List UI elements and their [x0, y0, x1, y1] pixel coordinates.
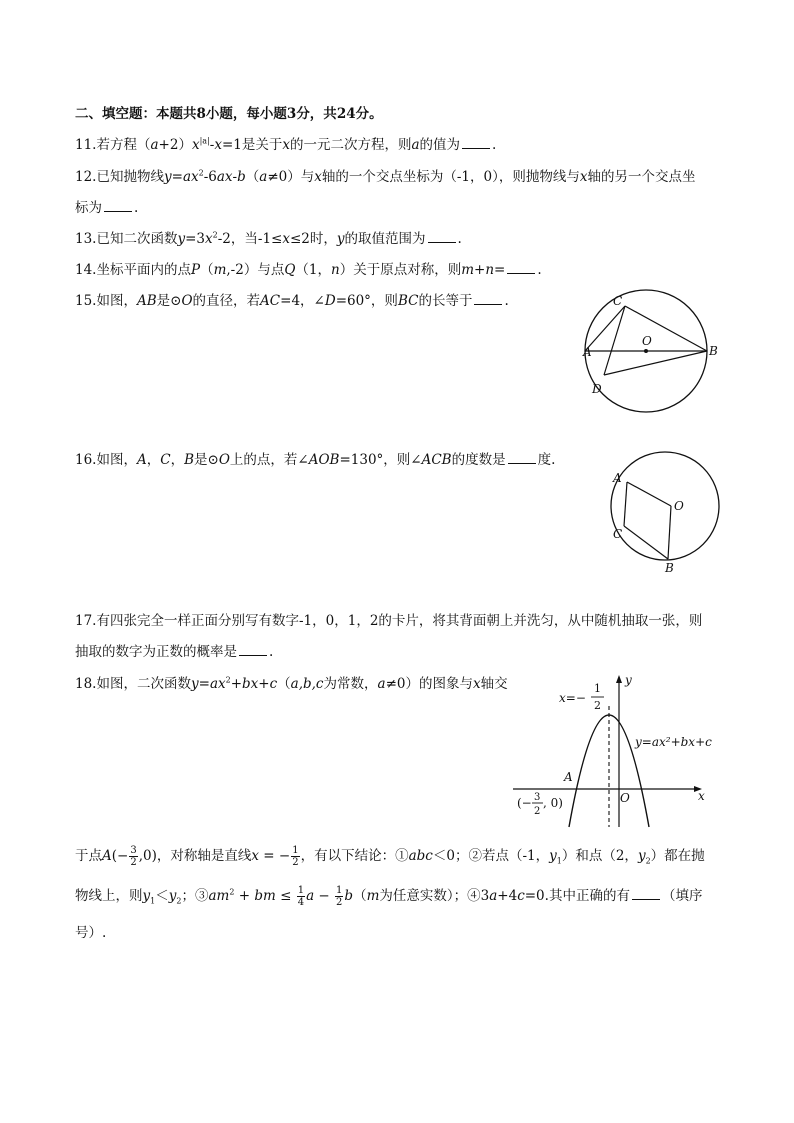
label-b: B: [665, 561, 674, 575]
question-17: 17.有四张完全一样正面分别写有数字-1，0，1，2的卡片，将其背面朝上并洗匀，从中随机抽取一张，则: [75, 613, 703, 629]
label-a: A: [583, 345, 592, 359]
label-a: A: [613, 471, 622, 485]
label-o: O: [642, 334, 652, 348]
answer-blank[interactable]: [462, 136, 490, 149]
section-header: 二、填空题：本题共8小题，每小题3分，共24分。: [75, 106, 383, 122]
answer-blank[interactable]: [474, 292, 502, 305]
point-a-coord-close: , 0): [543, 796, 563, 810]
question-11: 11.若方程$(a+2)x^{|a|}-x=1$是关于x的一元二次方程，则a的值为 .: [75, 136, 497, 153]
circle-o: [611, 452, 719, 560]
symmetry-label-prefix: x=−: [559, 691, 586, 705]
point-a-coord-den: 2: [534, 806, 541, 817]
figure-18-parabola-graph: [505, 672, 715, 832]
question-16: 16.如图，A，C，B是⊙O上的点，若∠AOB=130°，则∠ACB的度数是 度.: [75, 452, 556, 468]
answer-blank[interactable]: [428, 230, 456, 243]
center-point: [644, 349, 648, 353]
label-o: O: [674, 499, 684, 513]
question-13: 13.已知二次函数$y=3x^2-2$，当-1≤x≤2时，y的取值范围为 .: [75, 230, 462, 247]
figure-15-circle-diagram: [580, 292, 730, 417]
label-c: C: [613, 294, 623, 308]
answer-blank[interactable]: [632, 887, 660, 900]
question-12: 12.已知抛物线$y=ax^2-6ax-b(a\ne 0)$与x轴的一个交点坐标为（-1，0），则抛物线与x轴的另一个交点坐: [75, 168, 696, 185]
point-a-coord-open: (−: [517, 796, 532, 810]
symmetry-label-num: 1: [594, 682, 601, 695]
answer-blank[interactable]: [104, 199, 132, 212]
point-a-label: A: [564, 770, 573, 784]
symmetry-label-den: 2: [594, 699, 601, 712]
question-17-cont: 抽取的数字为正数的概率是 .: [75, 644, 274, 660]
label-d: D: [592, 382, 602, 396]
figure-16-circle-diagram: [610, 450, 730, 575]
question-12-cont: 标为 .: [75, 200, 139, 216]
y-axis-label: y: [625, 673, 632, 687]
question-18-line4: 号）.: [75, 925, 107, 941]
answer-blank[interactable]: [239, 643, 267, 656]
question-14: 14.坐标平面内的点P（m,-2）与点Q（1，n）关于原点对称，则m+n= .: [75, 262, 542, 278]
question-18: 18.如图，二次函数$y=ax^2+bx+c(a,b,c$为常数，a≠0）的图象与x轴交: [75, 675, 508, 692]
origin-label: O: [620, 791, 630, 805]
label-c: C: [613, 527, 623, 541]
answer-blank[interactable]: [507, 261, 535, 274]
question-18-line3: 物线上，则$y_1<y_2$；$③am^2$ + bm ≤ $\frac{1}{4}$ a − $\frac{1}{2}$ b（m为任意实数）；④3a+4c=0.其中正确的有 （填序: [75, 885, 703, 908]
x-axis-label: x: [698, 789, 705, 803]
label-b: B: [709, 344, 718, 358]
question-18-line2: 于点A(− $\frac{3}{2}$ ,0)，对称轴是直线x = − $\frac{1}{2}$ ，有以下结论：①abc＜0；②若点（-1，$y_1$）和点（2，$y_2$）都在抛: [75, 845, 705, 868]
point-a-coord-num: 3: [534, 792, 541, 803]
curve-equation-label: y=ax²+bx+c: [635, 735, 712, 749]
question-15: 15.如图，AB是⊙O的直径，若AC=4，∠D=60°，则BC的长等于 .: [75, 293, 509, 309]
answer-blank[interactable]: [508, 451, 536, 464]
